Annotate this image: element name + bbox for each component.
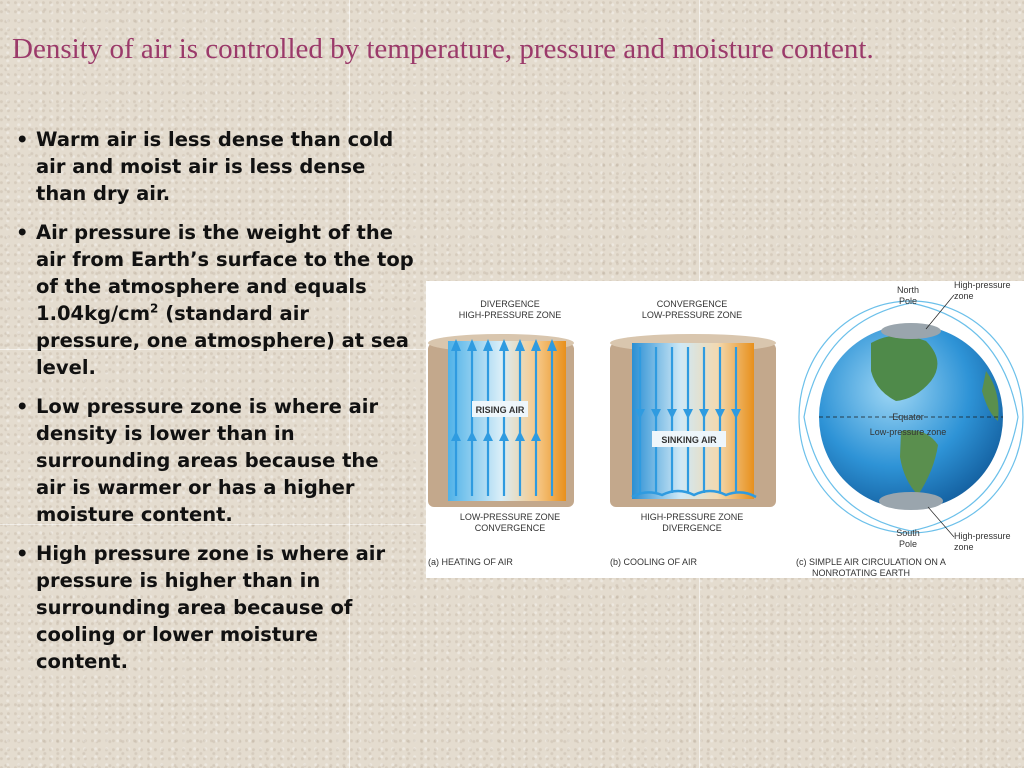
air-column (448, 341, 566, 501)
panel-a-heating (428, 299, 574, 567)
bullet-item (14, 393, 414, 528)
leader-line (928, 507, 954, 537)
south-pole-label-1: South (896, 528, 920, 538)
slide-title: Density of air is controlled by temperature, pressure and moisture content. (12, 33, 874, 65)
bullet-item (14, 219, 414, 381)
panel-a-bottom-label-2: CONVERGENCE (474, 523, 546, 533)
figure-illustration (426, 281, 1024, 578)
bullet-text: (standard air pressure, one atmosphere) at sea level. (36, 302, 409, 379)
high-pressure-bottom-label-2: zone (954, 542, 974, 552)
panel-c-caption-2: NONROTATING EARTH (812, 568, 911, 578)
north-pole-label-2: Pole (898, 296, 918, 306)
panel-c-globe (796, 281, 1023, 578)
panel-a-top-label-1: DIVERGENCE (480, 299, 540, 309)
high-pressure-bottom-label-1: High-pressure (954, 531, 1011, 541)
sinking-air-label: SINKING AIR (661, 435, 717, 445)
high-pressure-top-label-2: zone (954, 291, 974, 301)
bullet-item (14, 126, 414, 207)
panel-b-bottom-label-2: DIVERGENCE (662, 523, 722, 533)
low-pressure-label: Low-pressure zone (869, 427, 947, 437)
panel-b-top-label-2: LOW-PRESSURE ZONE (641, 310, 743, 320)
panel-c-caption-1: (c) SIMPLE AIR CIRCULATION ON A (796, 557, 946, 567)
bullet-text: High pressure zone is where air pressure is higher than in surrounding area because of cooling or lower moisture content. (36, 542, 386, 673)
north-polar-zone (881, 323, 941, 339)
north-pole-label-1: North (896, 285, 920, 295)
panel-b-caption: (b) COOLING OF AIR (610, 557, 698, 567)
bullet-text: Warm air is less dense than cold air and moist air is less dense than dry air. (36, 128, 394, 205)
panel-a-caption: (a) HEATING OF AIR (428, 557, 513, 567)
equator-label: Equator (892, 412, 924, 422)
bullet-text: Air pressure is the weight of the air from Earth’s surface to the top of the atmosphere and equals 1.04kg/cm (36, 221, 414, 325)
panel-b-bottom-label-1: HIGH-PRESSURE ZONE (640, 512, 744, 522)
panel-a-top-label-2: HIGH-PRESSURE ZONE (458, 310, 562, 320)
panel-a-bottom-label-1: LOW-PRESSURE ZONE (459, 512, 561, 522)
bullet-list (14, 126, 414, 687)
superscript: 2 (150, 301, 159, 316)
panel-b-top-label-1: CONVERGENCE (656, 299, 728, 309)
panel-b-cooling (610, 299, 776, 567)
rising-air-label: RISING AIR (475, 405, 525, 415)
bullet-item (14, 540, 414, 675)
air-circulation-figure (426, 281, 1024, 578)
high-pressure-top-label-1: High-pressure (954, 281, 1011, 290)
south-pole-label-2: Pole (898, 539, 918, 549)
leader-line (926, 295, 954, 329)
bullet-text: Low pressure zone is where air density is lower than in surrounding areas because the air is warmer or has a higher moisture content. (36, 395, 379, 526)
south-polar-zone (879, 492, 943, 510)
